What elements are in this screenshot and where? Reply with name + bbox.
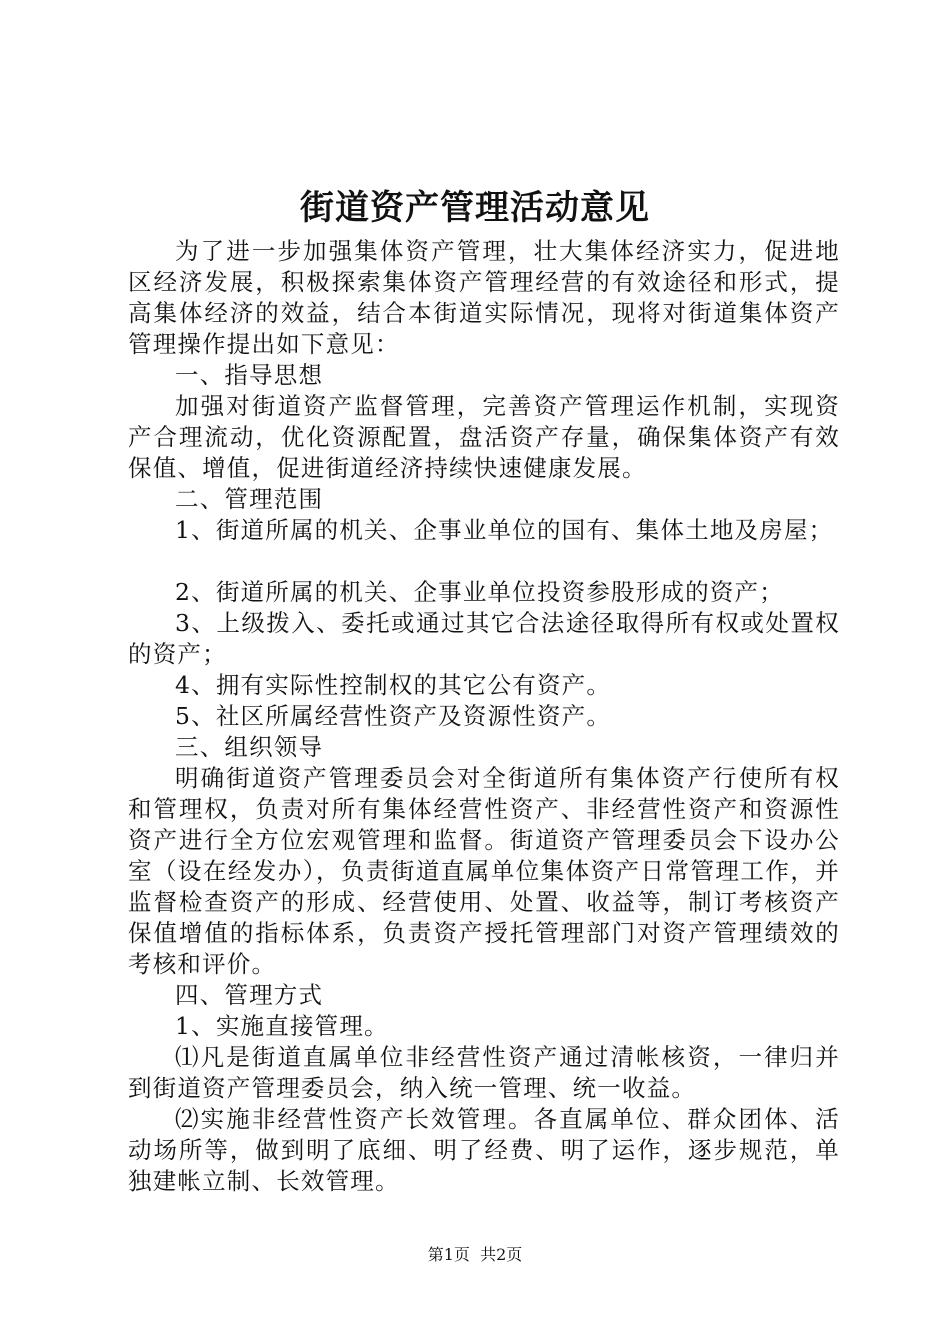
method-subitem-2: ⑵实施非经营性资产长效管理。各直属单位、群众团体、活动场所等，做到明了底细、明了经费、明了运作，逐步规范，单独建帐立制、长效管理。 (128, 1105, 840, 1195)
section-heading-guiding-ideology: 一、指导思想 (175, 361, 324, 389)
section-heading-management-method: 四、管理方式 (175, 981, 324, 1009)
scope-item-4: 4、拥有实际性控制权的其它公有资产。 (175, 671, 612, 699)
scope-item-2: 2、街道所属的机关、企事业单位投资参股形成的资产； (175, 578, 784, 606)
organization-paragraph: 明确街道资产管理委员会对全街道所有集体资产行使所有权和管理权，负责对所有集体经营性资产、非经营性资产和资源性资产进行全方位宏观管理和监督。街道资产管理委员会下设办公室（设在经发办），负责街道直属单位集体资产日常管理工作，并监督检查资产的形成、经营使用、处置、收益等，制订考核资产保值增值的指标体系，负责资产授托管理部门对资产管理绩效的考核和评价。 (128, 764, 840, 978)
scope-item-5: 5、社区所属经营性资产及资源性资产。 (175, 702, 612, 730)
guiding-ideology-paragraph: 加强对街道资产监督管理，完善资产管理运作机制，实现资产合理流动，优化资源配置，盘活资产存量，确保集体资产有效保值、增值，促进街道经济持续快速健康发展。 (128, 392, 840, 482)
section-heading-organization: 三、组织领导 (175, 733, 324, 761)
section-heading-management-scope: 二、管理范围 (175, 485, 324, 513)
scope-item-3: 3、上级拨入、委托或通过其它合法途径取得所有权或处置权的资产； (128, 609, 840, 668)
scope-item-1: 1、街道所属的机关、企事业单位的国有、集体土地及房屋； (175, 516, 834, 544)
blank-line (128, 546, 840, 577)
page-number: 第1页 (427, 1245, 470, 1264)
method-subitem-1: ⑴凡是街道直属单位非经营性资产通过清帐核资，一律归并到街道资产管理委员会，纳入统一管理、统一收益。 (128, 1043, 840, 1102)
page-total: 共2页 (480, 1245, 523, 1264)
intro-paragraph: 为了进一步加强集体资产管理，壮大集体经济实力，促进地区经济发展，积极探索集体资产管理经营的有效途径和形式，提高集体经济的效益，结合本街道实际情况，现将对街道集体资产管理操作提出如下意见： (128, 237, 840, 358)
page-footer (0, 1244, 950, 1266)
document-body (128, 236, 840, 1197)
document-title: 街道资产管理活动意见 (300, 188, 650, 228)
method-item-1: 1、实施直接管理。 (175, 1012, 389, 1040)
